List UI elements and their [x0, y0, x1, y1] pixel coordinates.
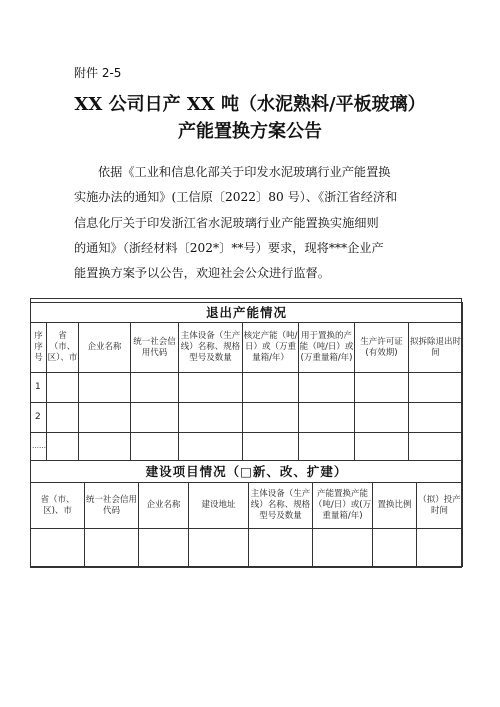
header-serial: 序序号: [31, 323, 47, 373]
header-company-name: 企业名称: [79, 323, 131, 373]
table-cell: 2: [31, 403, 47, 433]
header-replacement-capacity: 用于置换的产能（吨/日）或(万重量箱/年): [299, 323, 355, 373]
table-cell[interactable]: [299, 403, 355, 433]
body-line: 实施办法的通知》(工信原〔2022〕80 号）、《浙江省经济和: [74, 190, 398, 205]
table-cell[interactable]: [79, 373, 131, 403]
header-credit-code: 统一社会信用代码: [85, 483, 139, 529]
header-exit-time: 拟拆除退出时间: [409, 323, 463, 373]
table-cell[interactable]: [355, 403, 409, 433]
header-rated-capacity: 核定产能（吨/日）或（万重量箱/年）: [243, 323, 299, 373]
header-credit-code: 统一社会信用代码: [131, 323, 179, 373]
table-cell[interactable]: [409, 403, 463, 433]
body-line: 的通知》（浙经材料〔202*〕**号）要求，现将***企业产: [74, 240, 384, 255]
table-cell[interactable]: [189, 529, 249, 567]
table-cell[interactable]: [47, 433, 79, 461]
table-cell[interactable]: [79, 403, 131, 433]
construction-project-table: [30, 460, 463, 567]
header-replacement-capacity: 产能置换产能（吨/日）或(万重量箱/年): [313, 483, 373, 529]
table-row: [31, 373, 463, 403]
table-row: [31, 529, 463, 567]
attachment-label: 附件 2-5: [74, 66, 122, 80]
table-cell[interactable]: [417, 529, 463, 567]
table-cell[interactable]: [131, 433, 179, 461]
table-cell[interactable]: [79, 433, 131, 461]
header-company-name: 企业名称: [139, 483, 189, 529]
table-cell[interactable]: [131, 403, 179, 433]
header-province: 省（市、区）、市: [47, 323, 79, 373]
table-cell[interactable]: [179, 403, 243, 433]
table-cell[interactable]: [179, 433, 243, 461]
table-cell[interactable]: [31, 529, 85, 567]
table-row: [31, 403, 463, 433]
table-cell[interactable]: [409, 373, 463, 403]
table-cell[interactable]: [249, 529, 313, 567]
table-cell[interactable]: [179, 373, 243, 403]
document-subtitle: 产能置换方案公告: [178, 121, 322, 142]
table-cell[interactable]: [139, 529, 189, 567]
header-main-equipment: 主体设备（生产线）名称、规格型号及数量: [249, 483, 313, 529]
header-province: 省（市、区)、市: [31, 483, 85, 529]
table-cell[interactable]: [299, 433, 355, 461]
body-paragraph: [74, 160, 430, 286]
table-cell[interactable]: [85, 529, 139, 567]
body-line: 依据《工业和信息化部关于印发水泥玻璃行业产能置换: [98, 165, 391, 179]
table-cell[interactable]: [355, 433, 409, 461]
header-main-equipment: 主体设备（生产线）名称、规格型号及数量: [179, 323, 243, 373]
header-production-license: 生产许可证(有效期): [355, 323, 409, 373]
table-cell[interactable]: [131, 373, 179, 403]
header-production-time: （拟）投产时间: [417, 483, 463, 529]
body-line: 能置换方案予以公告，欢迎社会公众进行监督。: [74, 266, 330, 281]
table-cell: 1: [31, 373, 47, 403]
header-replacement-ratio: 置换比例: [373, 483, 417, 529]
table-row: [31, 433, 463, 461]
header-construction-address: 建设地址: [189, 483, 249, 529]
exit-capacity-table: [30, 302, 463, 461]
table-cell[interactable]: [409, 433, 463, 461]
table-cell[interactable]: [313, 529, 373, 567]
construction-section-title: 建设项目情况（□新、改、扩建）: [31, 461, 463, 483]
table-cell[interactable]: [243, 373, 299, 403]
table-cell[interactable]: [299, 373, 355, 403]
table-cell[interactable]: [355, 373, 409, 403]
table-cell[interactable]: [47, 373, 79, 403]
table-cell[interactable]: [243, 433, 299, 461]
body-line: 信息化厅关于印发浙江省水泥玻璃行业产能置换实施细则: [74, 215, 379, 230]
table-cell: ……: [31, 433, 47, 461]
document-title: XX 公司日产 XX 吨（水泥熟料/平板玻璃）: [74, 94, 426, 115]
table-cell[interactable]: [243, 403, 299, 433]
table-cell[interactable]: [373, 529, 417, 567]
table-cell[interactable]: [47, 403, 79, 433]
exit-section-title: 退出产能情况: [31, 303, 463, 323]
